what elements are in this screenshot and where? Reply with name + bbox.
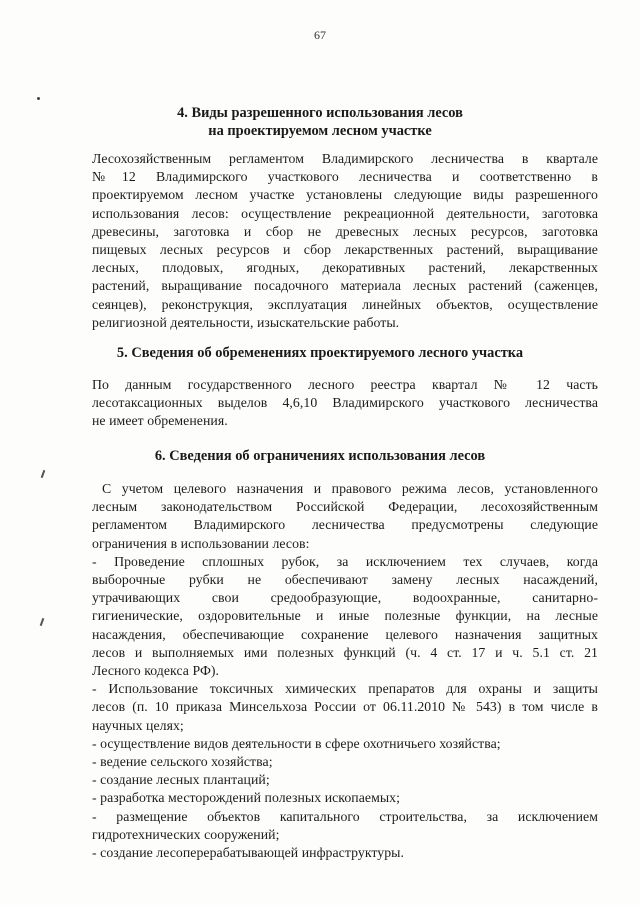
paragraph-line: сеянцев), реконструкция, эксплуатация линейных объектов, осуществление <box>92 296 598 312</box>
paragraph-line: С учетом целевого назначения и правового режима лесов, установленного <box>102 481 598 496</box>
paragraph-line: религиозной деятельности, изыскательские работы. <box>92 314 400 330</box>
scan-mark <box>40 618 45 626</box>
list-item-line: - создание лесных плантаций; <box>92 772 270 788</box>
paragraph-line: растений, выращивание посадочного материала лесных растений (саженцев, <box>92 278 598 294</box>
paragraph-line: ограничения в использовании лесов: <box>92 535 310 551</box>
paragraph-line: регламентом Владимирского лесничества предусмотрены следующие <box>92 517 598 533</box>
paragraph-line: Лесохозяйственным регламентом Владимирского лесничества в квартале <box>92 151 598 166</box>
paragraph-line: лесотаксационных выделов 4,6,10 Владимирского участкового лесничества <box>92 395 598 411</box>
list-item-line: выборочные рубки не обеспечивают замену лесных насаждений, <box>92 572 598 588</box>
paragraph-line: лесных, плодовых, ягодных, декоративных растений, лекарственных <box>92 260 598 276</box>
list-item-line: - разработка месторождений полезных ископаемых; <box>92 790 401 806</box>
section-6-body <box>92 480 598 862</box>
section-5-title <box>0 344 640 362</box>
section-4-title-line-2: на проектируемом лесном участке <box>208 123 432 139</box>
list-item-line: - осуществление видов деятельности в сфере охотничьего хозяйства; <box>92 735 501 751</box>
list-item-line: научных целях; <box>92 717 184 733</box>
section-5-body <box>92 376 598 431</box>
paragraph-line: древесины, заготовка и сбор не древесных лесных ресурсов, заготовка <box>92 223 598 239</box>
paragraph-line: проектируемом лесном участке установлены следующие виды разрешенного <box>92 187 598 203</box>
list-item-line: Лесного кодекса РФ). <box>92 663 220 679</box>
section-6-title <box>0 447 640 465</box>
list-item-line: - создание лесоперерабатывающей инфраструктуры. <box>92 845 405 861</box>
scan-mark <box>41 470 46 478</box>
list-item-line: гигиенические, оздоровительные и иные полезные функции, на лесные <box>92 608 598 624</box>
list-item-line: - ведение сельского хозяйства; <box>92 754 273 770</box>
paragraph-line: По данным государственного лесного реестра квартал № 12 часть <box>92 377 598 392</box>
list-item-line: - Проведение сплошных рубок, за исключением тех случаев, когда <box>92 553 598 569</box>
paragraph-line: №12 Владимирского участкового лесничества и соответственно в <box>92 169 598 185</box>
list-item-line: гидротехнических сооружений; <box>92 826 280 842</box>
paragraph-line: не имеет обременения. <box>92 413 228 429</box>
list-item-line: - размещение объектов капитального строительства, за исключением <box>92 808 598 824</box>
paragraph-line: использования лесов: осуществление рекреационной деятельности, заготовка <box>92 205 598 221</box>
list-item-line: - Использование токсичных химических препаратов для охраны и защиты <box>92 681 598 697</box>
section-4-body <box>92 150 598 332</box>
section-5-title-text: 5. Сведения об обременениях проектируемого лесного участка <box>116 345 524 361</box>
paragraph-line: пищевых лесных ресурсов и сбор лекарственных растений, выращивание <box>92 242 598 258</box>
section-4-title-line-1: 4. Виды разрешенного использования лесов <box>177 105 463 121</box>
list-item-line: лесов и выполняемых ими полезных функций (ч. 4 ст. 17 и ч. 5.1 ст. 21 <box>92 644 598 660</box>
page-number: 67 <box>314 28 326 42</box>
section-6-title-text: 6. Сведения об ограничениях использования лесов <box>154 448 486 464</box>
list-item-line: насаждения, обеспечивающие сохранение целевого назначения защитных <box>92 626 598 642</box>
section-4-title <box>0 104 640 140</box>
list-item-line: утрачивающих свои средообразующие, водоохранные, санитарно- <box>92 590 598 606</box>
paragraph-line: лесным законодательством Российской Федерации, лесохозяйственным <box>92 499 598 515</box>
list-item-line: лесов (п. 10 приказа Минсельхоза России от 06.11.2010 № 543) в том числе в <box>92 699 598 715</box>
scan-speck <box>37 97 40 100</box>
